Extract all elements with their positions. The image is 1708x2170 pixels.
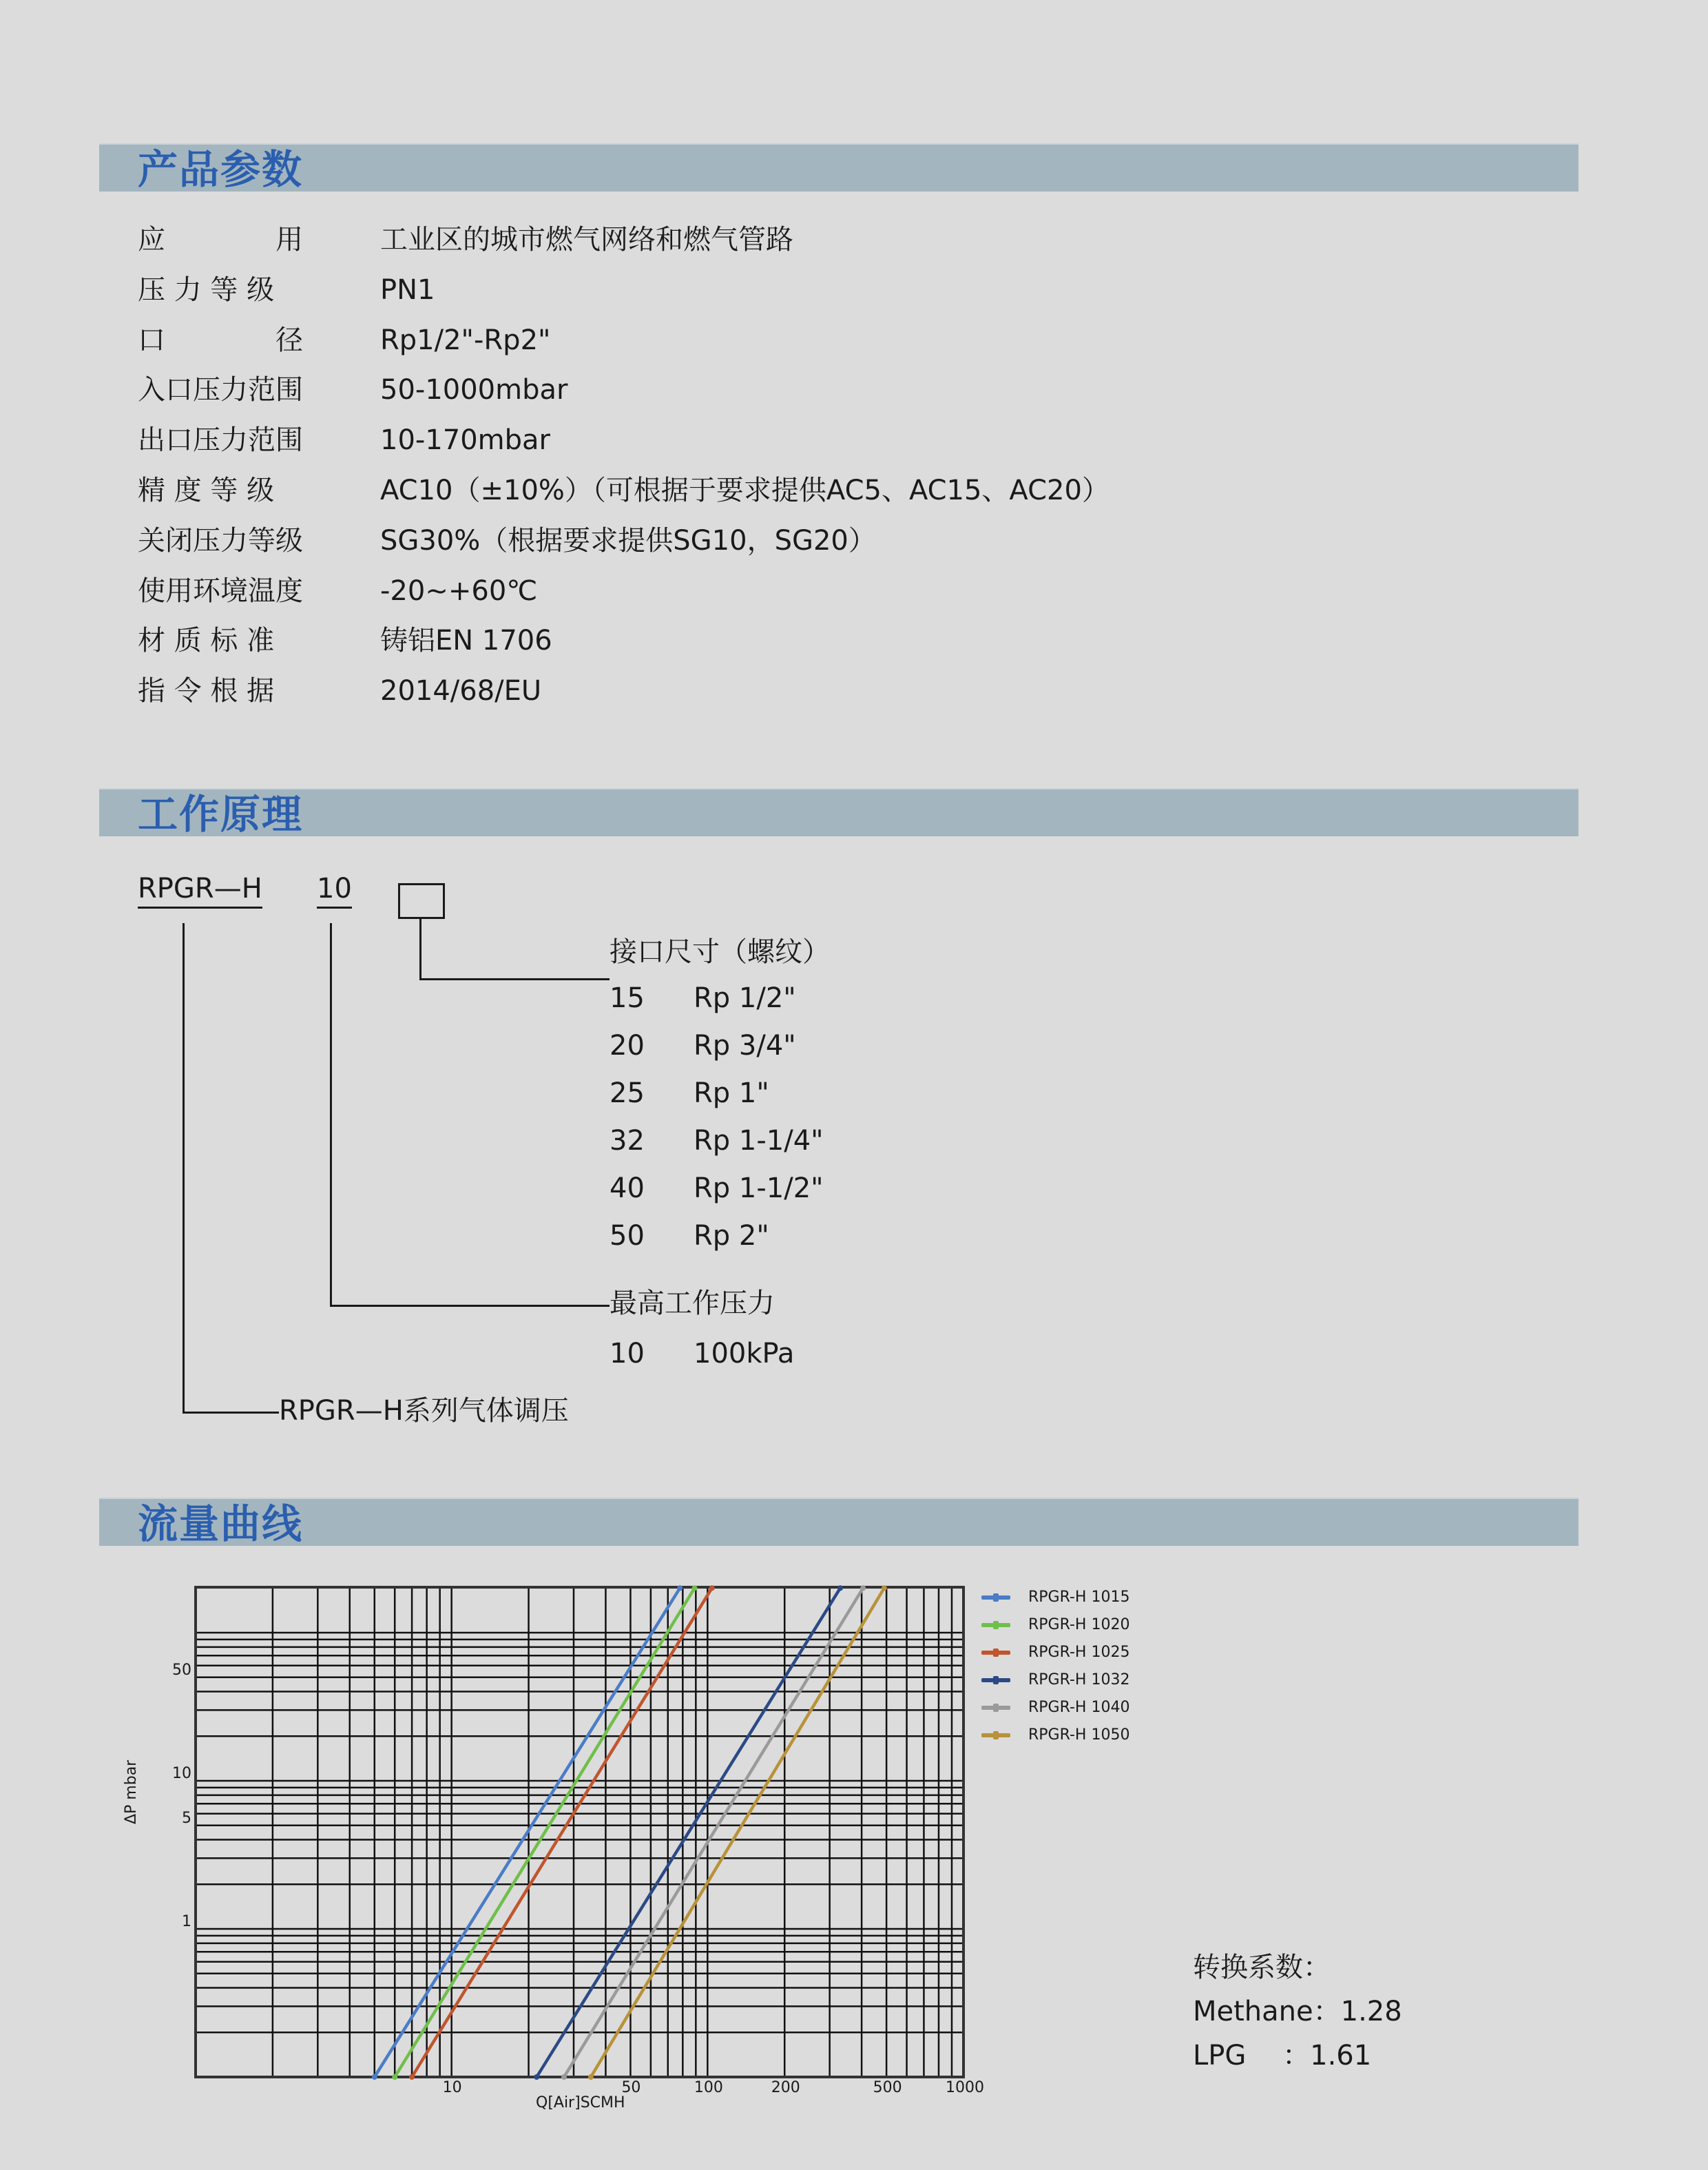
series-marker xyxy=(561,2074,567,2080)
spec-value: 铸铝EN 1706 xyxy=(380,625,552,657)
conversion-lpg: LPG ：1.61 xyxy=(1193,2040,1372,2071)
spec-label: 压 力 等 级 xyxy=(138,273,275,306)
spec-label: 精 度 等 级 xyxy=(138,475,275,506)
legend-label: RPGR-H 1050 xyxy=(1028,1726,1130,1744)
size-thread: Rp 1/2" xyxy=(694,982,796,1014)
size-code: 50 xyxy=(610,1220,645,1252)
size-thread: Rp 1-1/2" xyxy=(694,1172,824,1204)
legend-item xyxy=(981,1667,1188,1695)
spec-label: 指 令 根 据 xyxy=(138,675,275,707)
series-marker xyxy=(677,1585,683,1591)
x-tick-label: 200 xyxy=(771,2079,800,2096)
plot-area xyxy=(196,1587,964,2077)
x-tick-label: 500 xyxy=(873,2079,902,2096)
size-code: 20 xyxy=(610,1030,645,1062)
pressure-heading: 最高工作压力 xyxy=(610,1288,775,1319)
spec-label: 出口压力范围 xyxy=(138,424,303,457)
series-description: RPGR—H系列气体调压 xyxy=(279,1395,569,1427)
section-title: 工作原理 xyxy=(138,791,304,838)
legend-item xyxy=(981,1640,1188,1667)
legend-label: RPGR-H 1040 xyxy=(1028,1699,1130,1716)
legend-marker-icon xyxy=(993,1676,999,1684)
size-thread: Rp 1-1/4" xyxy=(694,1125,824,1157)
series-marker xyxy=(709,1585,715,1591)
legend-marker-icon xyxy=(993,1731,999,1739)
series-marker xyxy=(392,2074,397,2080)
x-tick-label: 100 xyxy=(694,2079,723,2096)
conversion-methane: Methane：1.28 xyxy=(1193,1996,1402,2027)
legend-item xyxy=(981,1695,1188,1722)
legend-label: RPGR-H 1020 xyxy=(1028,1616,1130,1633)
spec-value: 10-170mbar xyxy=(380,424,550,457)
series-marker xyxy=(837,1585,843,1591)
legend-item xyxy=(981,1584,1188,1612)
legend-label: RPGR-H 1025 xyxy=(1028,1644,1130,1661)
y-tick-label: 10 xyxy=(172,1765,191,1782)
legend-item xyxy=(981,1722,1188,1750)
spec-label: 材 质 标 准 xyxy=(138,625,275,657)
spec-label: 关闭压力等级 xyxy=(138,524,303,557)
x-tick-label: 50 xyxy=(621,2079,641,2096)
series-marker xyxy=(409,2074,415,2080)
size-thread: Rp 2" xyxy=(694,1220,769,1252)
series-code: RPGR—H xyxy=(138,872,262,909)
series-marker xyxy=(534,2074,539,2080)
spec-value: PN1 xyxy=(380,273,435,306)
spec-label: 入口压力范围 xyxy=(138,374,303,406)
size-heading: 接口尺寸（螺纹） xyxy=(610,936,830,968)
legend-marker-icon xyxy=(993,1593,999,1602)
legend-marker-icon xyxy=(993,1621,999,1629)
chart-legend xyxy=(981,1584,1188,1750)
legend-label: RPGR-H 1015 xyxy=(1028,1589,1130,1606)
conversion-heading: 转换系数： xyxy=(1193,1952,1331,1983)
legend-marker-icon xyxy=(993,1704,999,1712)
size-code: 25 xyxy=(610,1077,645,1109)
spec-value: AC10（±10%）（可根据于要求提供AC5、AC15、AC20） xyxy=(380,475,1110,506)
legend-marker-icon xyxy=(993,1649,999,1657)
spec-value: 工业区的城市燃气网络和燃气管路 xyxy=(380,224,793,256)
size-code: 40 xyxy=(610,1172,645,1204)
spec-label: 使用环境温度 xyxy=(138,575,303,607)
spec-label: 口 径 xyxy=(138,324,303,356)
x-tick-label: 1000 xyxy=(946,2079,984,2096)
spec-value: SG30%（根据要求提供SG10，SG20） xyxy=(380,524,876,557)
series-marker xyxy=(372,2074,377,2080)
pressure-value: 100kPa xyxy=(694,1338,795,1370)
y-axis-title: ΔP mbar xyxy=(123,1759,140,1824)
spec-value: 2014/68/EU xyxy=(380,675,542,707)
series-marker xyxy=(588,2074,594,2080)
y-tick-label: 5 xyxy=(182,1809,191,1827)
spec-value: 50-1000mbar xyxy=(380,374,568,406)
y-tick-label: 50 xyxy=(172,1661,191,1679)
y-tick-label: 1 xyxy=(182,1913,191,1930)
size-code: 15 xyxy=(610,982,645,1014)
spec-value: Rp1/2"-Rp2" xyxy=(380,324,551,356)
pressure-code: 10 xyxy=(317,872,352,909)
size-thread: Rp 3/4" xyxy=(694,1030,796,1062)
size-thread: Rp 1" xyxy=(694,1077,769,1109)
x-tick-label: 10 xyxy=(442,2079,462,2096)
size-code: 32 xyxy=(610,1125,645,1157)
legend-item xyxy=(981,1612,1188,1640)
x-axis-title: Q[Air]SCMH xyxy=(536,2094,625,2111)
section-title: 流量曲线 xyxy=(138,1500,304,1547)
series-marker xyxy=(860,1585,866,1591)
series-marker xyxy=(692,1585,698,1591)
pressure-code-value: 10 xyxy=(610,1338,645,1370)
section-title: 产品参数 xyxy=(138,146,304,193)
series-marker xyxy=(882,1585,887,1591)
spec-label: 应 用 xyxy=(138,224,303,256)
spec-value: -20~+60℃ xyxy=(380,575,538,607)
legend-label: RPGR-H 1032 xyxy=(1028,1671,1130,1688)
